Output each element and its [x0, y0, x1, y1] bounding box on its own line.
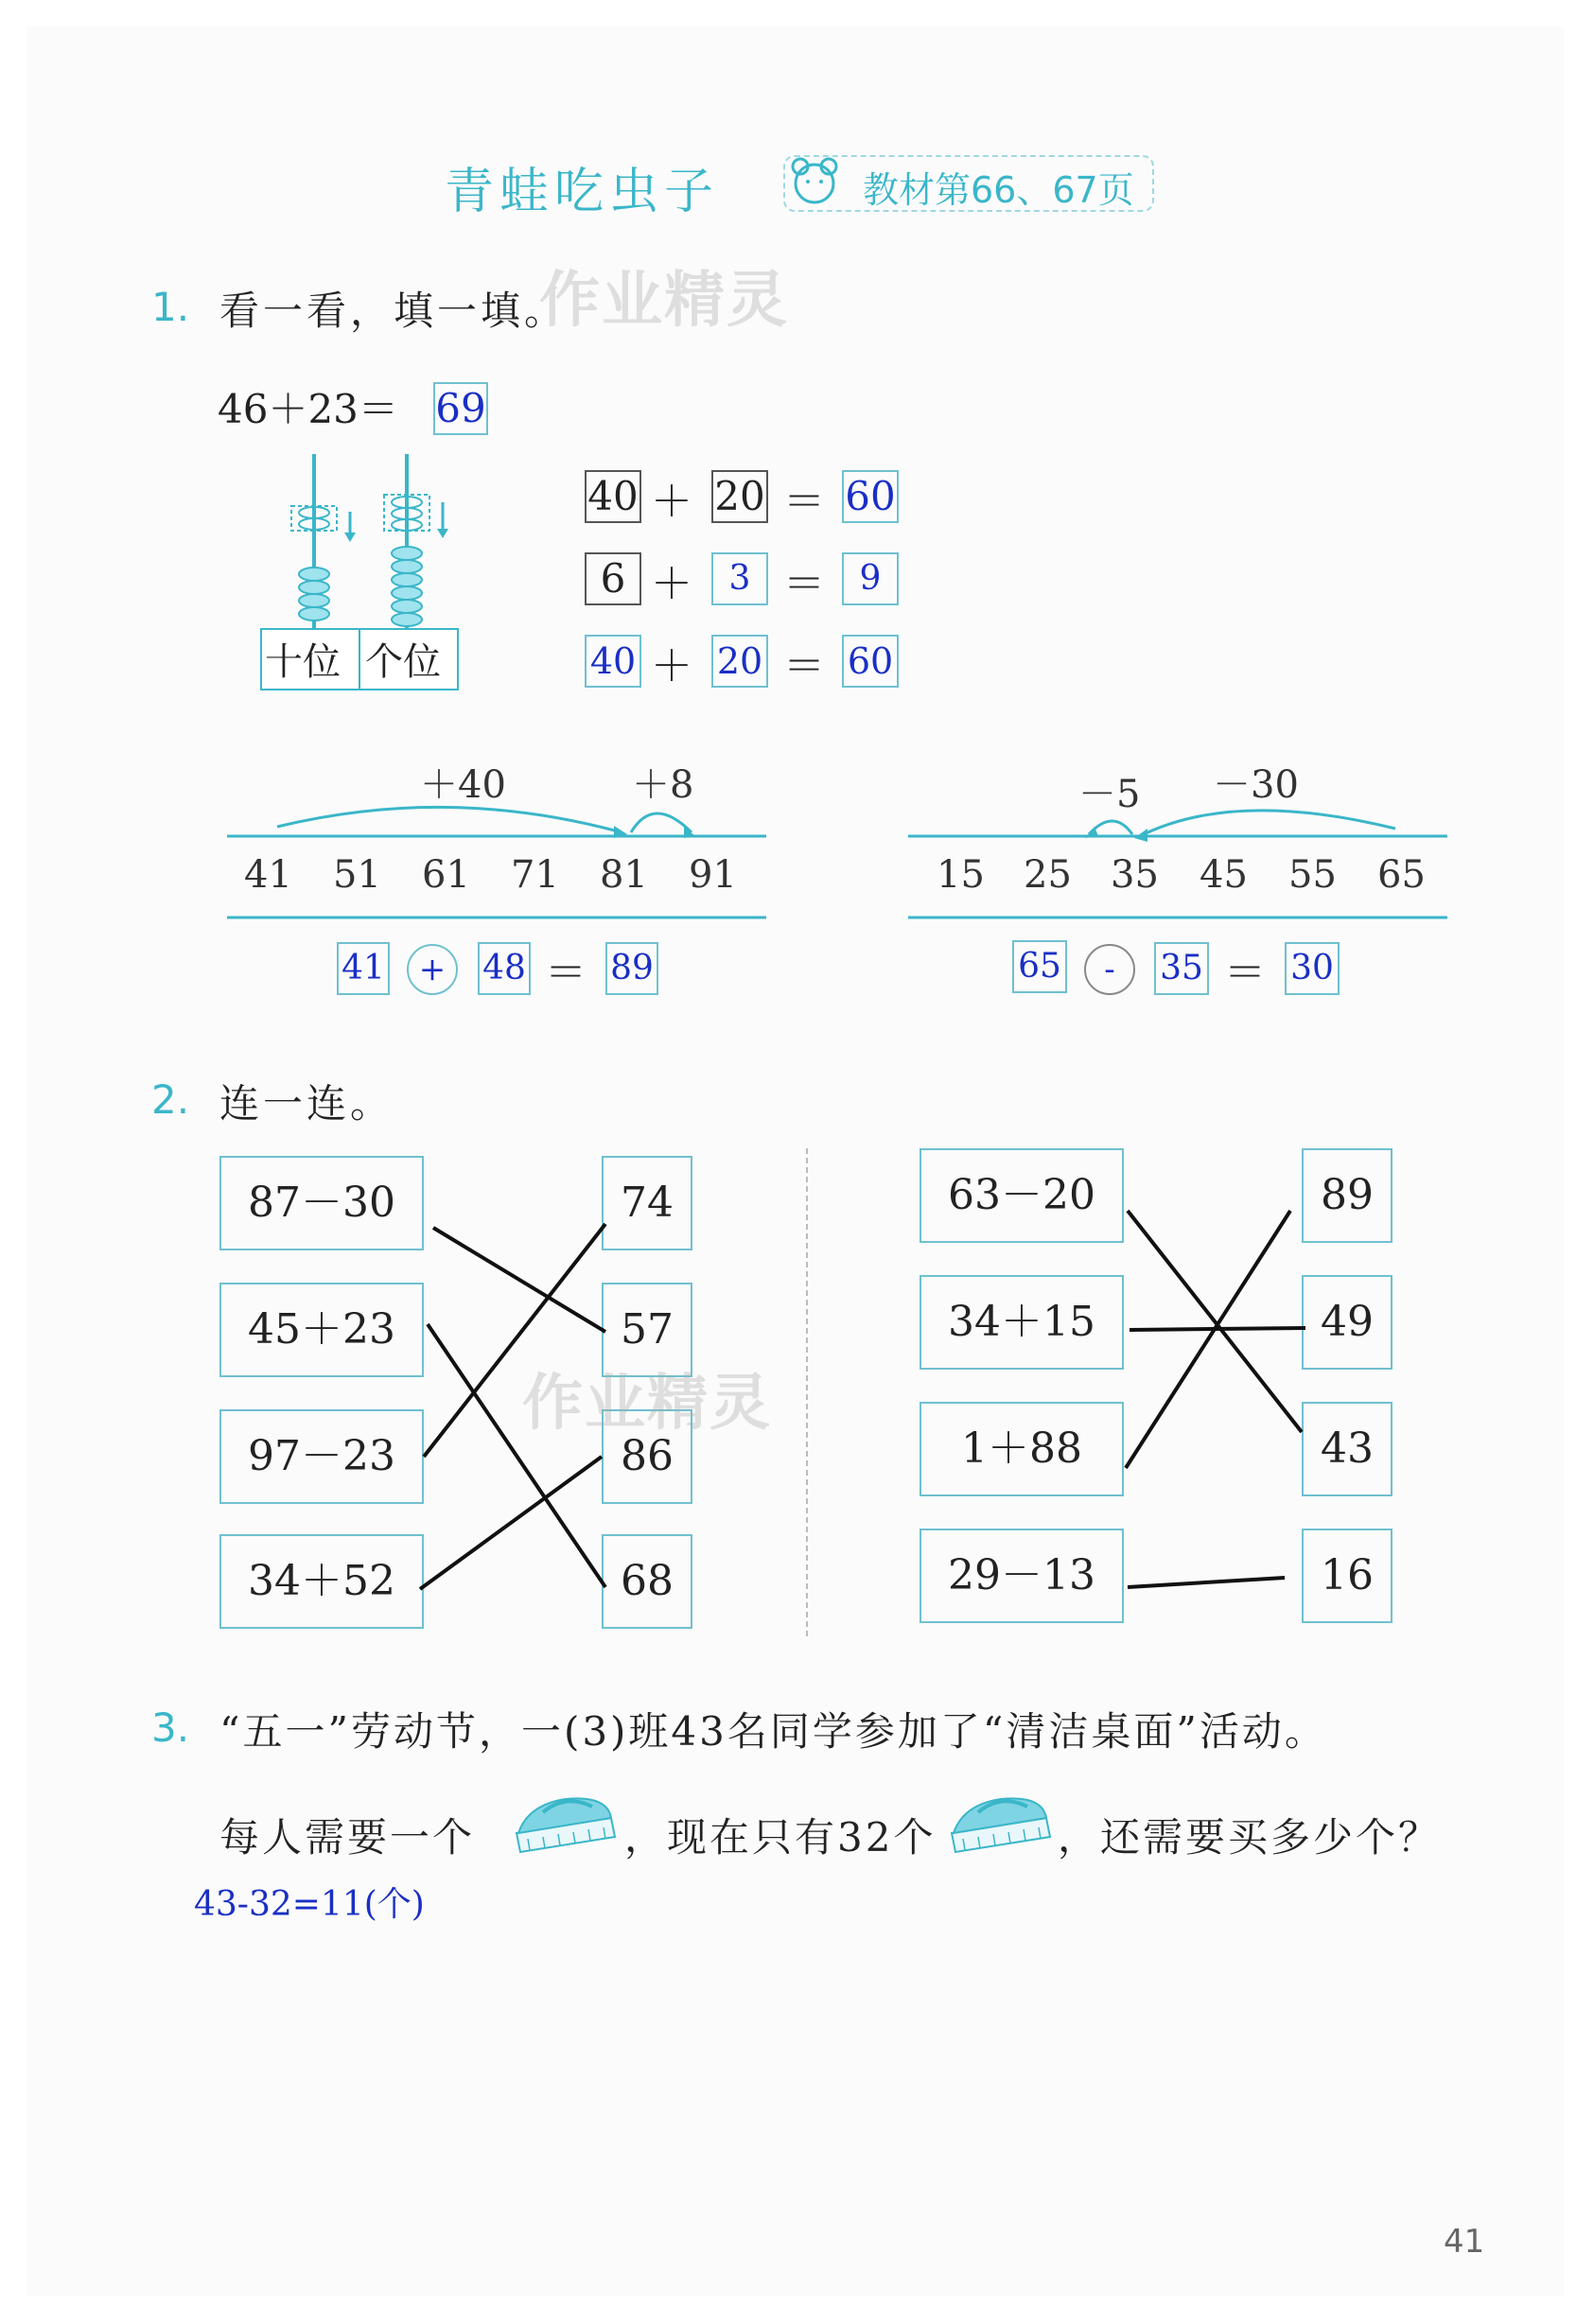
question-2-number: 2. — [151, 1076, 190, 1123]
textbook-ref: 教材第66、67页 — [863, 169, 1134, 211]
line1-eq-operator: + — [407, 944, 458, 995]
question-3-line-2a: 每人需要一个 — [219, 1814, 476, 1861]
number-line-1-tick: 51 — [333, 853, 381, 897]
number-line-1-tick: 71 — [511, 853, 559, 897]
question-3-line-2c: ，还需要买多少个？ — [1058, 1814, 1442, 1861]
q2-divider — [806, 1148, 808, 1636]
match-left-expr-1: 87－30 — [219, 1156, 424, 1250]
row2-operator: ＋ — [651, 560, 692, 608]
number-line-1-jump-label: ＋8 — [632, 763, 694, 807]
row3-addend-b: 20 — [711, 635, 768, 688]
row1-equals: ＝ — [783, 478, 825, 526]
line1-eq-b: 48 — [478, 942, 531, 995]
number-line-1-tick: 61 — [422, 853, 470, 897]
match-right-expr-1: 63－20 — [920, 1148, 1124, 1243]
match-right-expr-3: 1＋88 — [920, 1402, 1124, 1496]
question-3-number: 3. — [151, 1704, 190, 1751]
number-line-2-tick: 55 — [1288, 853, 1337, 897]
watermark: 作业精灵 — [522, 1369, 772, 1439]
question-3-line-2b: ，现在只有32个 — [624, 1814, 937, 1861]
match-left-expr-3: 97－23 — [219, 1409, 424, 1504]
row2-addend-a: 6 — [585, 552, 641, 605]
q1-expression-answer: 69 — [433, 382, 488, 435]
row1-addend-a: 40 — [585, 470, 641, 523]
ones-place-label: 个位 — [365, 640, 441, 684]
question-1-number: 1. — [151, 284, 190, 330]
number-line-2-tick: 45 — [1200, 853, 1248, 897]
bear-icon — [781, 151, 848, 212]
number-line-2-tick: 15 — [937, 853, 985, 897]
row2-sum: 9 — [842, 552, 899, 605]
row1-operator: ＋ — [651, 478, 692, 526]
line2-eq-operator: - — [1084, 944, 1135, 995]
row3-operator: ＋ — [651, 642, 692, 690]
line1-eq-equals: ＝ — [545, 949, 587, 997]
match-left-value-3: 86 — [602, 1409, 692, 1504]
match-left-value-2: 57 — [602, 1283, 692, 1377]
match-right-value-4: 16 — [1302, 1529, 1393, 1623]
scrub-brush-icon — [509, 1780, 622, 1860]
number-line-2-tick: 25 — [1024, 853, 1072, 897]
row1-sum: 60 — [842, 470, 899, 523]
right-match-lines — [1116, 1135, 1315, 1627]
row3-equals: ＝ — [783, 642, 825, 690]
row3-sum: 60 — [842, 635, 899, 688]
match-right-value-3: 43 — [1302, 1402, 1393, 1496]
number-line-2-jump-label: －5 — [1078, 773, 1141, 816]
number-line-2-tick: 35 — [1111, 853, 1159, 897]
page-number: 41 — [1444, 2223, 1485, 2261]
watermark: 作业精灵 — [539, 266, 789, 336]
tens-place-label: 十位 — [265, 640, 341, 684]
line2-eq-equals: ＝ — [1224, 949, 1266, 997]
number-line-2 — [903, 795, 1452, 927]
line1-eq-a: 41 — [337, 942, 390, 995]
line2-eq-result: 30 — [1285, 942, 1340, 995]
match-left-expr-4: 34＋52 — [219, 1534, 424, 1629]
number-line-1-tick: 41 — [244, 853, 292, 897]
number-line-1-jump-label: ＋40 — [420, 763, 506, 807]
number-line-1-tick: 91 — [689, 853, 737, 897]
page-title: 青蛙吃虫子 — [445, 164, 720, 220]
match-right-expr-4: 29－13 — [920, 1529, 1124, 1623]
match-left-expr-2: 45＋23 — [219, 1283, 424, 1377]
match-left-value-4: 68 — [602, 1534, 692, 1629]
q1-expression: 46＋23＝ — [218, 386, 398, 432]
line2-eq-a: 65 — [1012, 940, 1067, 993]
match-left-value-1: 74 — [602, 1156, 692, 1250]
row2-equals: ＝ — [783, 560, 825, 608]
match-right-value-1: 89 — [1302, 1148, 1393, 1243]
scrub-brush-icon — [944, 1780, 1058, 1860]
question-2-text: 连一连。 — [219, 1080, 394, 1127]
question-1-text: 看一看，填一填。 — [219, 288, 569, 334]
number-line-2-jump-label: －30 — [1213, 763, 1299, 807]
number-line-1-tick: 81 — [600, 853, 648, 897]
row2-addend-b: 3 — [711, 552, 768, 605]
number-line-2-tick: 65 — [1377, 853, 1426, 897]
question-3-line-1: “五一”劳动节，一(3)班43名同学参加了“清洁桌面”活动。 — [219, 1708, 1327, 1755]
match-right-value-2: 49 — [1302, 1275, 1393, 1370]
row1-addend-b: 20 — [711, 470, 768, 523]
line2-eq-b: 35 — [1154, 942, 1209, 995]
match-right-expr-2: 34＋15 — [920, 1275, 1124, 1370]
line1-eq-result: 89 — [605, 942, 658, 995]
question-3-answer: 43-32=11(个) — [194, 1885, 425, 1924]
row3-addend-a: 40 — [585, 635, 641, 688]
